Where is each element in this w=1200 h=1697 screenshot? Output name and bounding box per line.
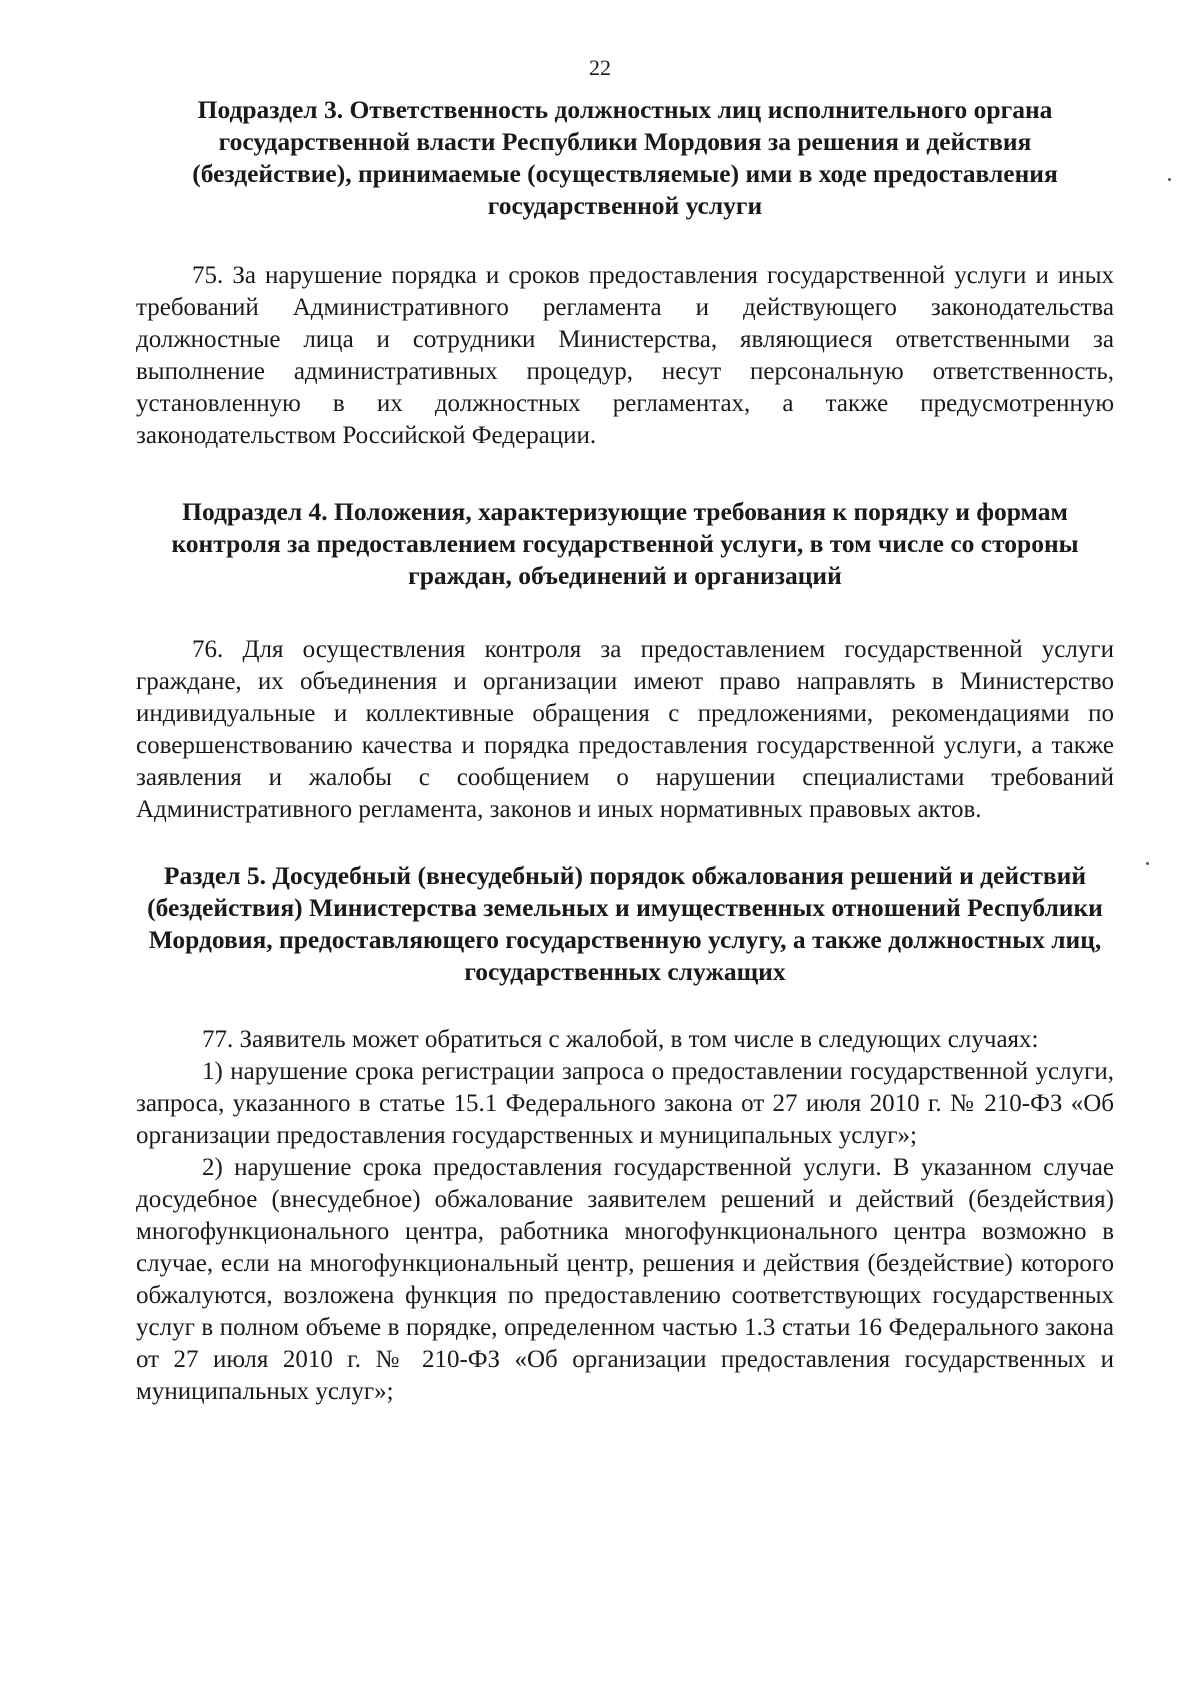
list-item-1: 1) нарушение срока регистрации запроса о предоставлении государственной услуги, запроса, указанного в статье 15.1 Федерального закона от 27 июля 2010 г. № 210-ФЗ «Об организации предоставления государственных и муниципальных услуг»; — [136, 1058, 1114, 1149]
subsection-4-heading: Подраздел 4. Положения, характеризующие требования к порядку и формам контроля за предоставлением государственной услуги, в том числе со стороны граждан, объединений и организаций — [171, 497, 1079, 590]
scan-speck — [1168, 178, 1171, 181]
subsection-3-heading: Подраздел 3. Ответственность должностных лиц исполнительного органа государственной власти Республики Мордовия за решения и действия (бездействие), принимаемые (осуществляемые) ими в ходе предоставления государственной услуги — [192, 95, 1058, 220]
paragraph-75: 75. За нарушение порядка и сроков предоставления государственной услуги и иных требований Административного регламента и действующего законодательства должностные лица и сотрудники Министерства, являющиеся ответственными за выполнение административных процедур, несут персональную ответственность, установленную в их должностных регламентах, а также предусмотренную законодательством Российской Федерации. — [136, 262, 1114, 449]
paragraph-77-intro: 77. Заявитель может обратиться с жалобой, в том числе в следующих случаях: — [202, 1026, 1039, 1053]
list-item-2: 2) нарушение срока предоставления государственной услуги. В указанном случае досудебное (внесудебное) обжалование заявителем решений и действий (бездействия) многофункционального центра, работника многофункционального центра возможно в случае, если на многофункциональный центр, решения и действия (бездействие) которого обжалуются, возложена функция по предоставлению соответствующих государственных услуг в полном объеме в порядке, определенном частью 1.3 статьи 16 Федерального закона от 27 июля 2010 г. № 210-ФЗ «Об организации предоставления государственных и муниципальных услуг»; — [136, 1154, 1114, 1405]
scan-speck — [1146, 862, 1149, 865]
paragraph-76: 76. Для осуществления контроля за предоставлением государственной услуги граждане, их объединения и организации имеют право направлять в Министерство индивидуальные и коллективные обращения с предложениями, рекомендациями по совершенствованию качества и порядка предоставления государственной услуги, а также заявления и жалобы с сообщением о нарушении специалистами требований Административного регламента, законов и иных нормативных правовых актов. — [136, 636, 1114, 823]
page-number: 22 — [589, 55, 611, 80]
document-body — [136, 94, 1114, 1408]
section-5-heading: Раздел 5. Досудебный (внесудебный) порядок обжалования решений и действий (бездействия) Министерства земельных и имущественных отношений Республики Мордовия, предоставляющего государственную услугу, а также должностных лиц, государственных служащих — [147, 861, 1103, 986]
